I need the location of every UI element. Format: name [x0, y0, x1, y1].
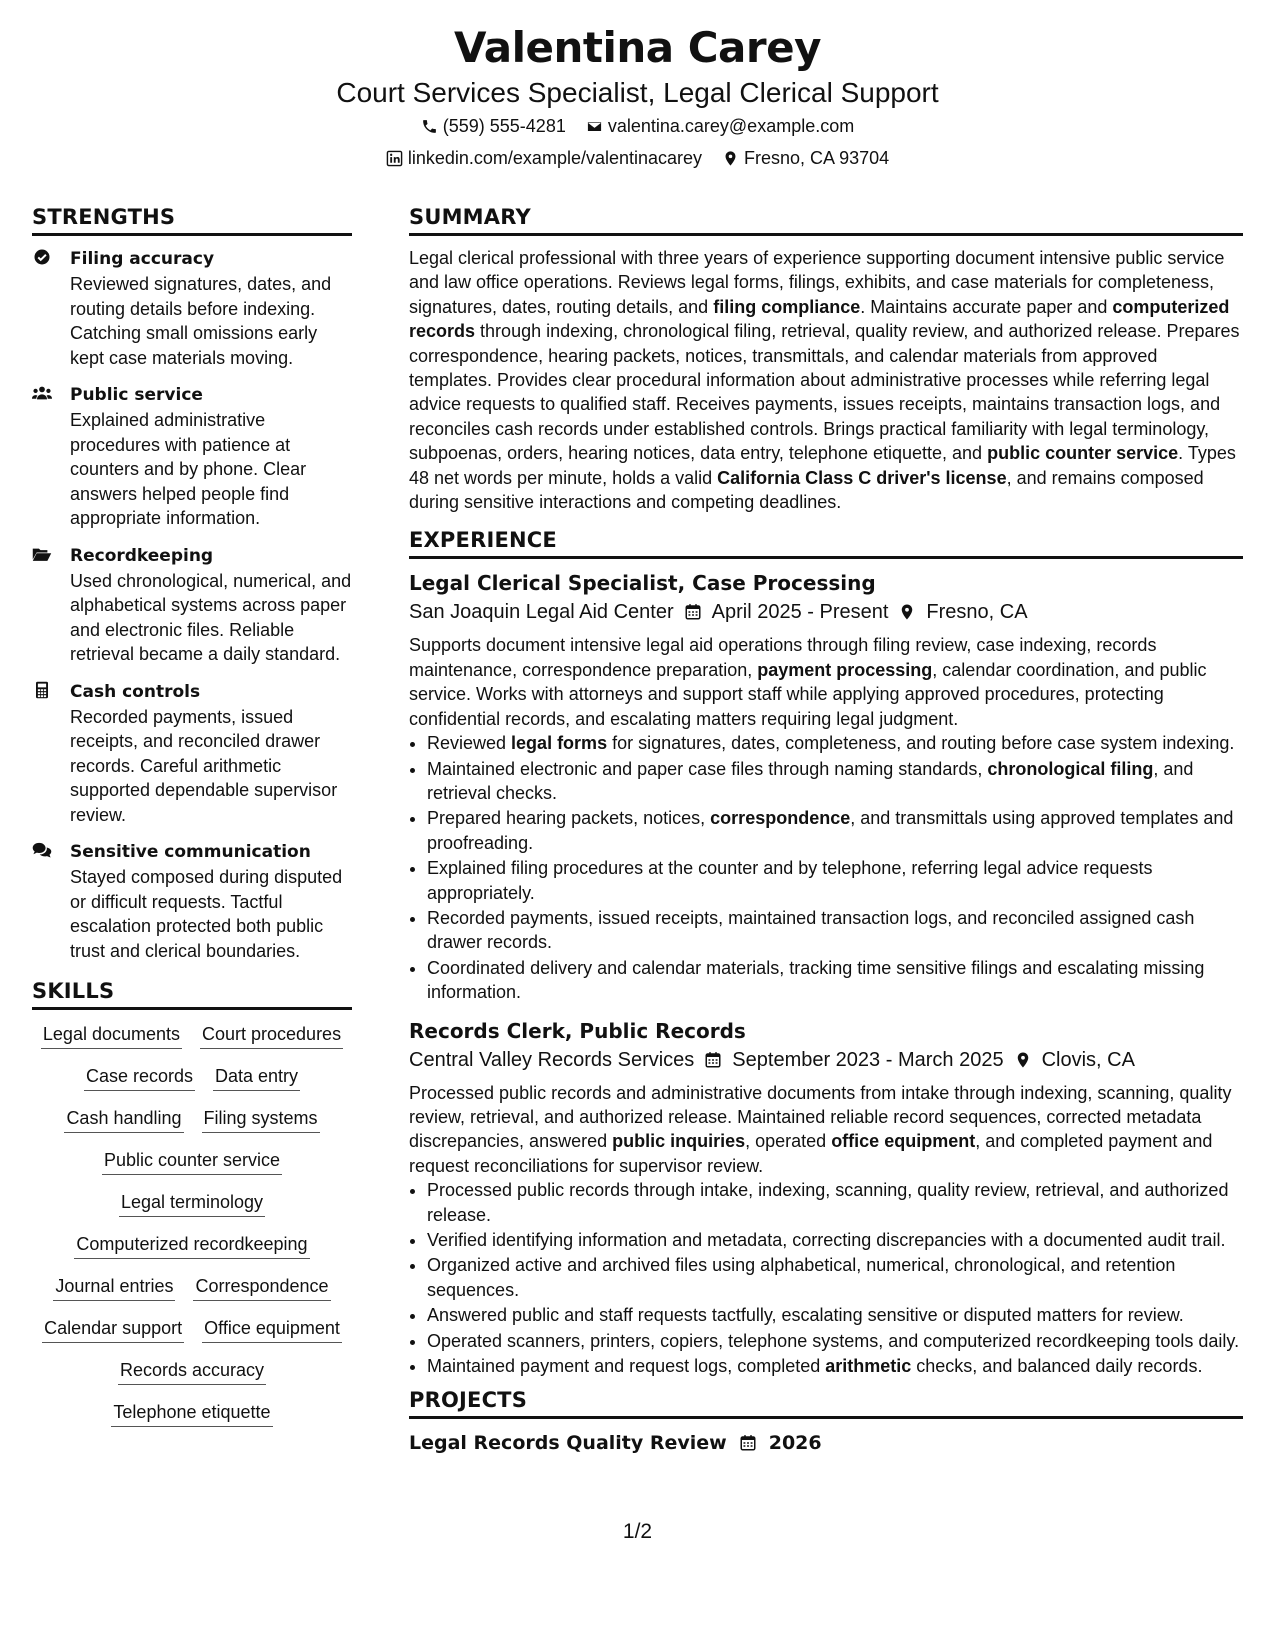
text-span: Processed public records through intake, indexing, scanning, quality review, retrieval, and authorized release. [427, 1180, 1229, 1225]
left-column [32, 205, 352, 1427]
experience-heading: EXPERIENCE [409, 528, 1243, 559]
text-span: . Types 48 net words per minute, holds a valid [409, 443, 1236, 488]
text-span: Supports document intensive legal aid operations through filing review, case indexing, records maintenance, correspondence preparation, [409, 635, 1157, 680]
skill-tag: Records accuracy [118, 1358, 266, 1385]
job-title: Records Clerk, Public Records [409, 1018, 746, 1043]
bold-keyword: chronological filing [987, 758, 1154, 779]
text-span: Organized active and archived files using alphabetical, numerical, chronological, and retention sequences. [427, 1255, 1176, 1300]
job-entry [409, 569, 1243, 1004]
strength-description: Reviewed signatures, dates, and routing details before indexing. Catching small omissions early kept case materials moving. [70, 274, 332, 368]
check-circle-icon [32, 246, 56, 370]
bold-keyword: payment processing [757, 659, 933, 680]
skill-tag: Correspondence [193, 1274, 330, 1301]
strength-title: Sensitive communication [70, 842, 311, 862]
phone-icon [421, 118, 438, 135]
text-span: Explained filing procedures at the counter and by telephone, referring legal advice requests appropriately. [427, 858, 1153, 903]
job-bullet [427, 1178, 1243, 1227]
job-meta [409, 1045, 1243, 1075]
location-text: Fresno, CA 93704 [744, 148, 890, 168]
strength-description: Recorded payments, issued receipts, and reconciled drawer records. Careful arithmetic supported dependable supervisor review. [70, 706, 338, 825]
contact-location [722, 142, 889, 174]
map-marker-icon [722, 150, 739, 167]
phone-text: (559) 555-4281 [442, 116, 566, 136]
text-span: , calendar coordination, and public service. Works with attorneys and support staff while applying approved procedures, protecting confidential records, and escalating matters requiring legal judgment. [409, 659, 1207, 729]
skill-tag: Filing systems [202, 1106, 320, 1133]
job-bullet [427, 731, 1243, 755]
bold-keyword: legal forms [511, 733, 608, 754]
text-span: Operated scanners, printers, copiers, telephone systems, and computerized recordkeeping tools daily. [427, 1330, 1240, 1351]
bold-keyword: correspondence [710, 808, 851, 829]
job-bullet [427, 1329, 1243, 1353]
strength-item [32, 382, 352, 531]
job-location: Fresno, CA [926, 601, 1028, 624]
linkedin-icon [386, 150, 403, 167]
text-span: , and completed payment and request reconciliations for supervisor review. [409, 1131, 1213, 1176]
calendar-icon [739, 1434, 757, 1452]
job-company: Central Valley Records Services [409, 1048, 695, 1071]
job-entry [409, 1017, 1243, 1379]
skills-heading: SKILLS [32, 979, 352, 1010]
resume-header [0, 22, 1275, 174]
strength-item [32, 679, 352, 828]
strengths-heading: STRENGTHS [32, 205, 352, 236]
right-column [409, 205, 1243, 1457]
bold-keyword: public inquiries [612, 1131, 746, 1152]
job-bullets [409, 1178, 1243, 1378]
contact-row-1 [0, 110, 1275, 142]
strengths-list [32, 246, 352, 963]
text-span: for signatures, dates, completeness, and routing before case system indexing. [607, 733, 1235, 754]
job-bullet [427, 1303, 1243, 1327]
text-span: Legal clerical professional with three years of experience supporting document intensive public service and law office operations. Reviews legal forms, filings, exhibits, and case materials for completeness, signatures, dates, routing details, and [409, 248, 1225, 317]
strength-item [32, 246, 352, 370]
skill-tag: Case records [84, 1064, 195, 1091]
contact-row-2 [0, 142, 1275, 174]
contact-email[interactable] [586, 110, 854, 142]
jobs-list [409, 569, 1243, 1378]
text-span: Verified identifying information and metadata, correcting discrepancies with a documented audit trail. [427, 1230, 1226, 1250]
envelope-icon [586, 118, 603, 135]
skill-tag: Cash handling [64, 1106, 183, 1133]
page-number: 1/2 [622, 1520, 653, 1543]
skill-tag: Legal terminology [119, 1190, 265, 1217]
job-description [409, 1081, 1243, 1179]
strength-title: Filing accuracy [70, 249, 215, 269]
job-bullet [427, 1354, 1243, 1378]
job-dates: September 2023 - March 2025 [732, 1048, 1004, 1071]
bold-keyword: California Class C driver's license [717, 467, 1007, 488]
skill-tag: Data entry [213, 1064, 300, 1091]
text-span: , and remains composed during sensitive interactions and competing deadlines. [409, 467, 1204, 513]
job-bullet [427, 757, 1243, 806]
users-icon [32, 382, 56, 531]
job-description [409, 633, 1243, 731]
skills-list [32, 1020, 352, 1427]
skill-tag: Telephone etiquette [111, 1400, 272, 1427]
text-span: Maintained electronic and paper case files through naming standards, [427, 758, 988, 779]
email-text[interactable]: valentina.carey@example.com [607, 116, 855, 136]
calendar-icon [704, 1051, 722, 1069]
job-meta [409, 597, 1243, 627]
text-span: through indexing, chronological filing, retrieval, quality review, and authorized release. Prepares correspondence, hearing packets, notices, transmittals, and calendar materials from approved templates. Provides clear procedural information about administrative processes while referring legal advice requests to qualified staff. Receives payments, issues receipts, maintains transaction logs, and reconciles cash records under established controls. Brings practical familiarity with legal terminology, subpoenas, orders, hearing notices, data entry, telephone etiquette, and [409, 321, 1240, 464]
text-span: Reviewed [427, 733, 512, 754]
candidate-headline: Court Services Specialist, Legal Clerical Support [336, 77, 939, 108]
contact-linkedin[interactable] [386, 142, 702, 174]
strength-description: Used chronological, numerical, and alphabetical systems across paper and electronic files. Reliable retrieval became a daily standard. [70, 570, 352, 664]
contact-phone [421, 110, 566, 142]
strength-description: Stayed composed during disputed or difficult requests. Tactful escalation protected both public trust and clerical boundaries. [70, 867, 343, 961]
projects-heading: PROJECTS [409, 1388, 1243, 1419]
job-bullet [427, 806, 1243, 855]
job-bullet [427, 1253, 1243, 1302]
calculator-icon [32, 679, 56, 828]
text-span: Processed public records and administrative documents from intake through indexing, scanning, quality review, retrieval, and authorized release. Maintained reliable record sequences, corrected metadata discrepancies, answered [409, 1082, 1232, 1152]
strength-item [32, 543, 352, 667]
text-span: , operated [745, 1131, 832, 1152]
text-span: Recorded payments, issued receipts, maintained transaction logs, and reconciled assigned cash drawer records. [427, 907, 1195, 953]
bold-keyword: arithmetic [825, 1356, 912, 1377]
skill-tag: Computerized recordkeeping [74, 1232, 309, 1259]
job-location: Clovis, CA [1041, 1048, 1135, 1071]
job-bullets [409, 731, 1243, 1004]
text-span: , and transmittals using approved templates and proofreading. [427, 808, 1234, 853]
project-title: Legal Records Quality Review [409, 1432, 727, 1455]
skill-tag: Journal entries [53, 1274, 175, 1301]
bold-keyword: office equipment [831, 1131, 976, 1152]
text-span: , and retrieval checks. [427, 758, 1194, 803]
job-title: Legal Clerical Specialist, Case Processing [409, 571, 876, 596]
job-bullet [427, 956, 1243, 1005]
text-span: Prepared hearing packets, notices, [427, 808, 711, 829]
candidate-name: Valentina Carey [454, 23, 821, 72]
map-marker-icon [898, 603, 916, 621]
strength-item [32, 839, 352, 963]
text-span: Maintained payment and request logs, completed [427, 1356, 826, 1377]
skill-tag: Legal documents [41, 1022, 182, 1049]
text-span: Coordinated delivery and calendar materials, tracking time sensitive filings and escalating missing information. [427, 957, 1205, 1003]
linkedin-text[interactable]: linkedin.com/example/valentinacarey [407, 148, 703, 168]
map-marker-icon [1014, 1051, 1032, 1069]
strength-title: Public service [70, 385, 203, 405]
text-span: . Maintains accurate paper and [860, 296, 1113, 317]
job-dates: April 2025 - Present [711, 601, 889, 624]
skill-tag: Office equipment [202, 1316, 342, 1343]
strength-description: Explained administrative procedures with patience at counters and by phone. Clear answers helped people find appropriate information. [70, 410, 307, 528]
job-company: San Joaquin Legal Aid Center [409, 601, 674, 624]
bold-keyword: public counter service [987, 443, 1179, 464]
skill-tag: Public counter service [102, 1148, 282, 1175]
comments-icon [32, 839, 56, 963]
text-span: Answered public and staff requests tactfully, escalating sensitive or disputed matters for review. [427, 1305, 1184, 1326]
skill-tag: Court procedures [200, 1022, 343, 1049]
summary-heading: SUMMARY [409, 205, 1243, 236]
strength-title: Recordkeeping [70, 545, 214, 566]
project-year: 2026 [768, 1432, 822, 1455]
skill-tag: Calendar support [42, 1316, 184, 1343]
project-item [409, 1429, 1243, 1457]
bold-keyword: computerized records [409, 296, 1230, 342]
job-bullet [427, 1228, 1243, 1252]
folder-open-icon [32, 543, 56, 667]
text-span: checks, and balanced daily records. [911, 1356, 1203, 1377]
projects-list [409, 1429, 1243, 1457]
summary-text [409, 246, 1243, 514]
strength-title: Cash controls [70, 681, 201, 702]
job-bullet [427, 906, 1243, 955]
job-bullet [427, 856, 1243, 905]
bold-keyword: filing compliance [713, 296, 861, 317]
calendar-icon [684, 603, 702, 621]
